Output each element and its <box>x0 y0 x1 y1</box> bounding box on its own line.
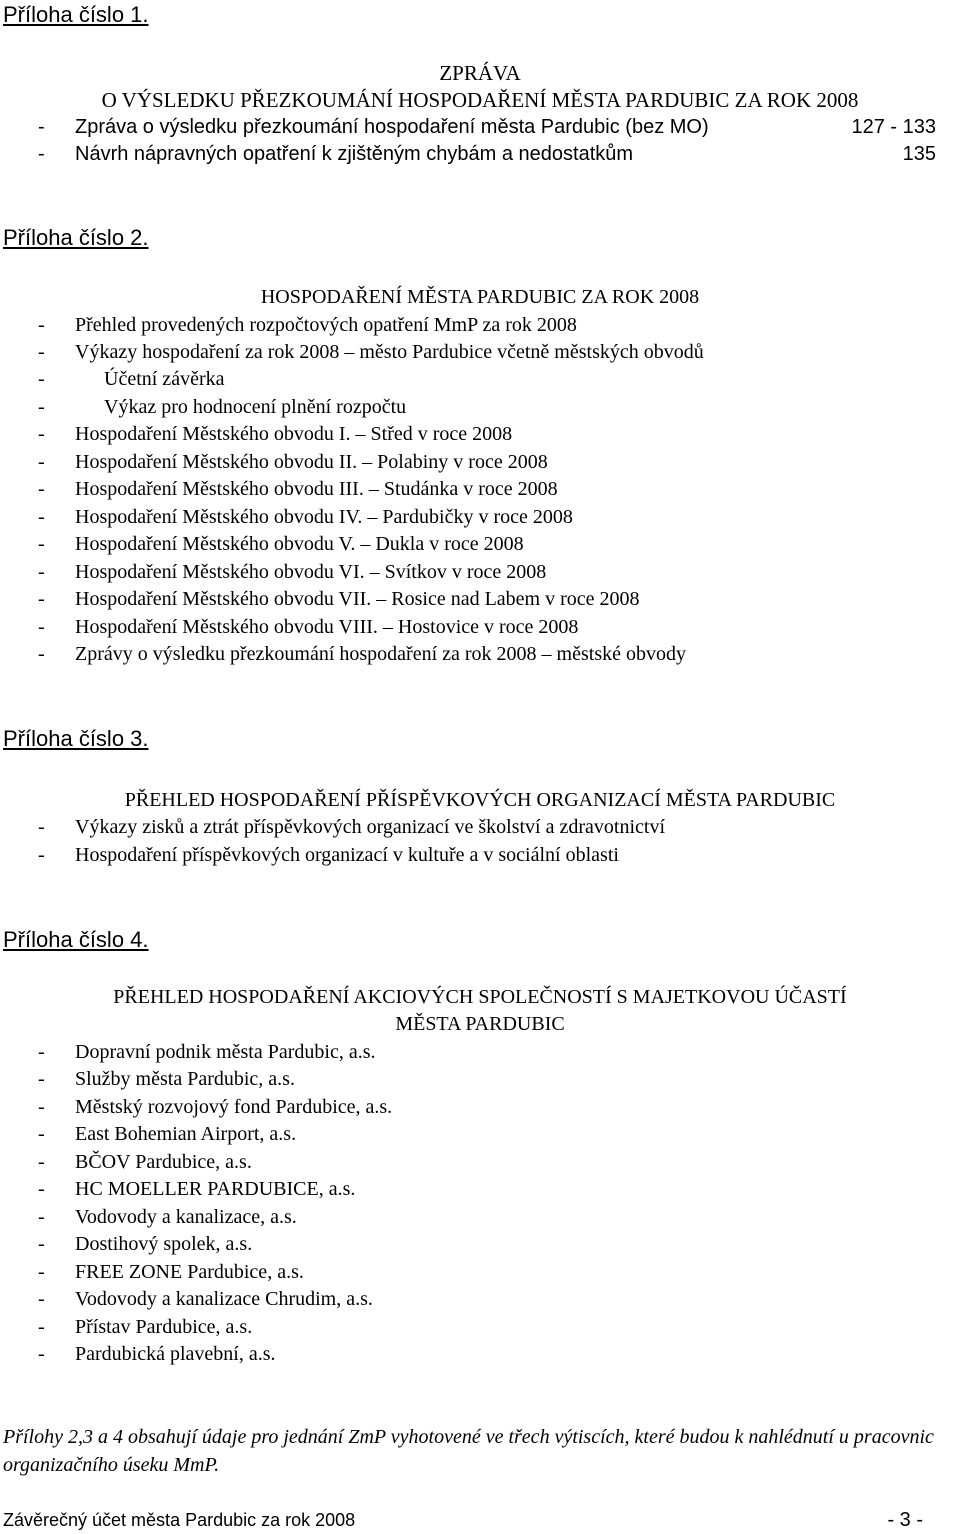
list-item-text: Výkazy zisků a ztrát příspěvkových organizací ve školství a zdravotnictví <box>75 816 665 838</box>
list-item-text: Hospodaření Městského obvodu III. – Studánka v roce 2008 <box>75 478 558 500</box>
list-dash: - <box>38 1288 45 1310</box>
list-item-text: Dostihový spolek, a.s. <box>75 1233 253 1255</box>
list-dash: - <box>38 561 45 583</box>
list-item-text: Hospodaření Městského obvodu VIII. – Hostovice v roce 2008 <box>75 616 579 638</box>
list-item-text: Hospodaření Městského obvodu VI. – Svítkov v roce 2008 <box>75 561 547 583</box>
list-item-text: Hospodaření Městského obvodu I. – Střed v roce 2008 <box>75 423 513 445</box>
list-dash: - <box>38 1123 45 1145</box>
list-dash: - <box>38 1041 45 1063</box>
list-item-text: FREE ZONE Pardubice, a.s. <box>75 1261 304 1283</box>
page-footer <box>3 1508 923 1532</box>
list-item-text: East Bohemian Airport, a.s. <box>75 1123 297 1145</box>
list-item-text: Hospodaření Městského obvodu IV. – Pardubičky v roce 2008 <box>75 506 573 528</box>
annex-4-heading: Příloha číslo 4. <box>3 927 149 952</box>
footer-text: Závěrečný účet města Pardubic za rok 2008 <box>3 1510 356 1530</box>
list-item-text: Návrh nápravných opatření k zjištěným chybám a nedostatkům <box>75 143 634 165</box>
list-dash: - <box>38 1151 45 1173</box>
list-dash: - <box>38 844 45 866</box>
list-dash: - <box>38 616 45 638</box>
list-item-text: Přehled provedených rozpočtových opatření MmP za rok 2008 <box>75 314 577 336</box>
list-dash: - <box>38 1206 45 1228</box>
list-item-text: Účetní závěrka <box>104 368 225 390</box>
annex-1-subtitle: O VÝSLEDKU PŘEZKOUMÁNÍ HOSPODAŘENÍ MĚSTA PARDUBIC ZA ROK 2008 <box>101 88 859 112</box>
annex-1-title: ZPRÁVA <box>439 61 521 85</box>
list-dash: - <box>38 588 45 610</box>
page-range: 135 <box>902 143 936 165</box>
list-dash: - <box>38 423 45 445</box>
page-number: - 3 - <box>887 1509 923 1531</box>
list-dash: - <box>38 341 45 363</box>
list-dash: - <box>38 1178 45 1200</box>
list-item-text: BČOV Pardubice, a.s. <box>75 1151 252 1173</box>
page-range: 127 - 133 <box>851 116 936 138</box>
annex-2-heading: Příloha číslo 2. <box>3 225 149 250</box>
list-dash: - <box>38 368 45 390</box>
list-dash: - <box>38 1233 45 1255</box>
list-item-text: Přístav Pardubice, a.s. <box>75 1316 253 1338</box>
annex-4-title: PŘEHLED HOSPODAŘENÍ AKCIOVÝCH SPOLEČNOSTÍ S MAJETKOVOU ÚČASTÍ <box>113 986 847 1008</box>
list-dash: - <box>38 1068 45 1090</box>
list-item-text: Městský rozvojový fond Pardubice, a.s. <box>75 1096 393 1118</box>
list-item-text: Pardubická plavební, a.s. <box>75 1343 276 1365</box>
list-item-text: Hospodaření příspěvkových organizací v kultuře a v sociální oblasti <box>75 844 619 866</box>
list-dash: - <box>38 1343 45 1365</box>
list-dash: - <box>38 506 45 528</box>
list-item-text: Výkaz pro hodnocení plnění rozpočtu <box>104 396 407 418</box>
annex-2-title: HOSPODAŘENÍ MĚSTA PARDUBIC ZA ROK 2008 <box>260 286 700 308</box>
annex-4-subtitle: MĚSTA PARDUBIC <box>395 1013 565 1035</box>
list-dash: - <box>38 451 45 473</box>
annex-1-heading: Příloha číslo 1. <box>3 2 149 27</box>
annex-note: Přílohy 2,3 a 4 obsahují údaje pro jednání ZmP vyhotovené ve třech výtiscích, které budou k nahlédnutí u pracovnic organizačního úseku MmP. <box>3 1426 934 1476</box>
list-item-text: Hospodaření Městského obvodu II. – Polabiny v roce 2008 <box>75 451 548 473</box>
list-item-text: Hospodaření Městského obvodu V. – Dukla v roce 2008 <box>75 533 524 555</box>
list-item-text: Zprávy o výsledku přezkoumání hospodaření za rok 2008 – městské obvody <box>75 643 686 665</box>
list-dash: - <box>38 478 45 500</box>
list-dash: - <box>38 643 45 665</box>
list-dash: - <box>38 143 45 165</box>
list-item-text: HC MOELLER PARDUBICE, a.s. <box>75 1178 356 1200</box>
list-dash: - <box>38 533 45 555</box>
list-dash: - <box>38 116 45 138</box>
list-item-text: Výkazy hospodaření za rok 2008 – město Pardubice včetně městských obvodů <box>75 341 704 363</box>
list-item-text: Vodovody a kanalizace Chrudim, a.s. <box>75 1288 373 1310</box>
list-item-text: Služby města Pardubic, a.s. <box>75 1068 295 1090</box>
list-dash: - <box>38 1261 45 1283</box>
list-item-text: Dopravní podnik města Pardubic, a.s. <box>75 1041 376 1063</box>
list-dash: - <box>38 396 45 418</box>
annex-3-title: PŘEHLED HOSPODAŘENÍ PŘÍSPĚVKOVÝCH ORGANIZACÍ MĚSTA PARDUBIC <box>124 789 836 811</box>
list-item-text: Zpráva o výsledku přezkoumání hospodaření města Pardubic (bez MO) <box>75 116 709 138</box>
list-dash: - <box>38 314 45 336</box>
annex-3-heading: Příloha číslo 3. <box>3 726 149 751</box>
list-dash: - <box>38 1316 45 1338</box>
list-item-text: Hospodaření Městského obvodu VII. – Rosice nad Labem v roce 2008 <box>75 588 640 610</box>
list-item-text: Vodovody a kanalizace, a.s. <box>75 1206 297 1228</box>
list-dash: - <box>38 1096 45 1118</box>
list-dash: - <box>38 816 45 838</box>
